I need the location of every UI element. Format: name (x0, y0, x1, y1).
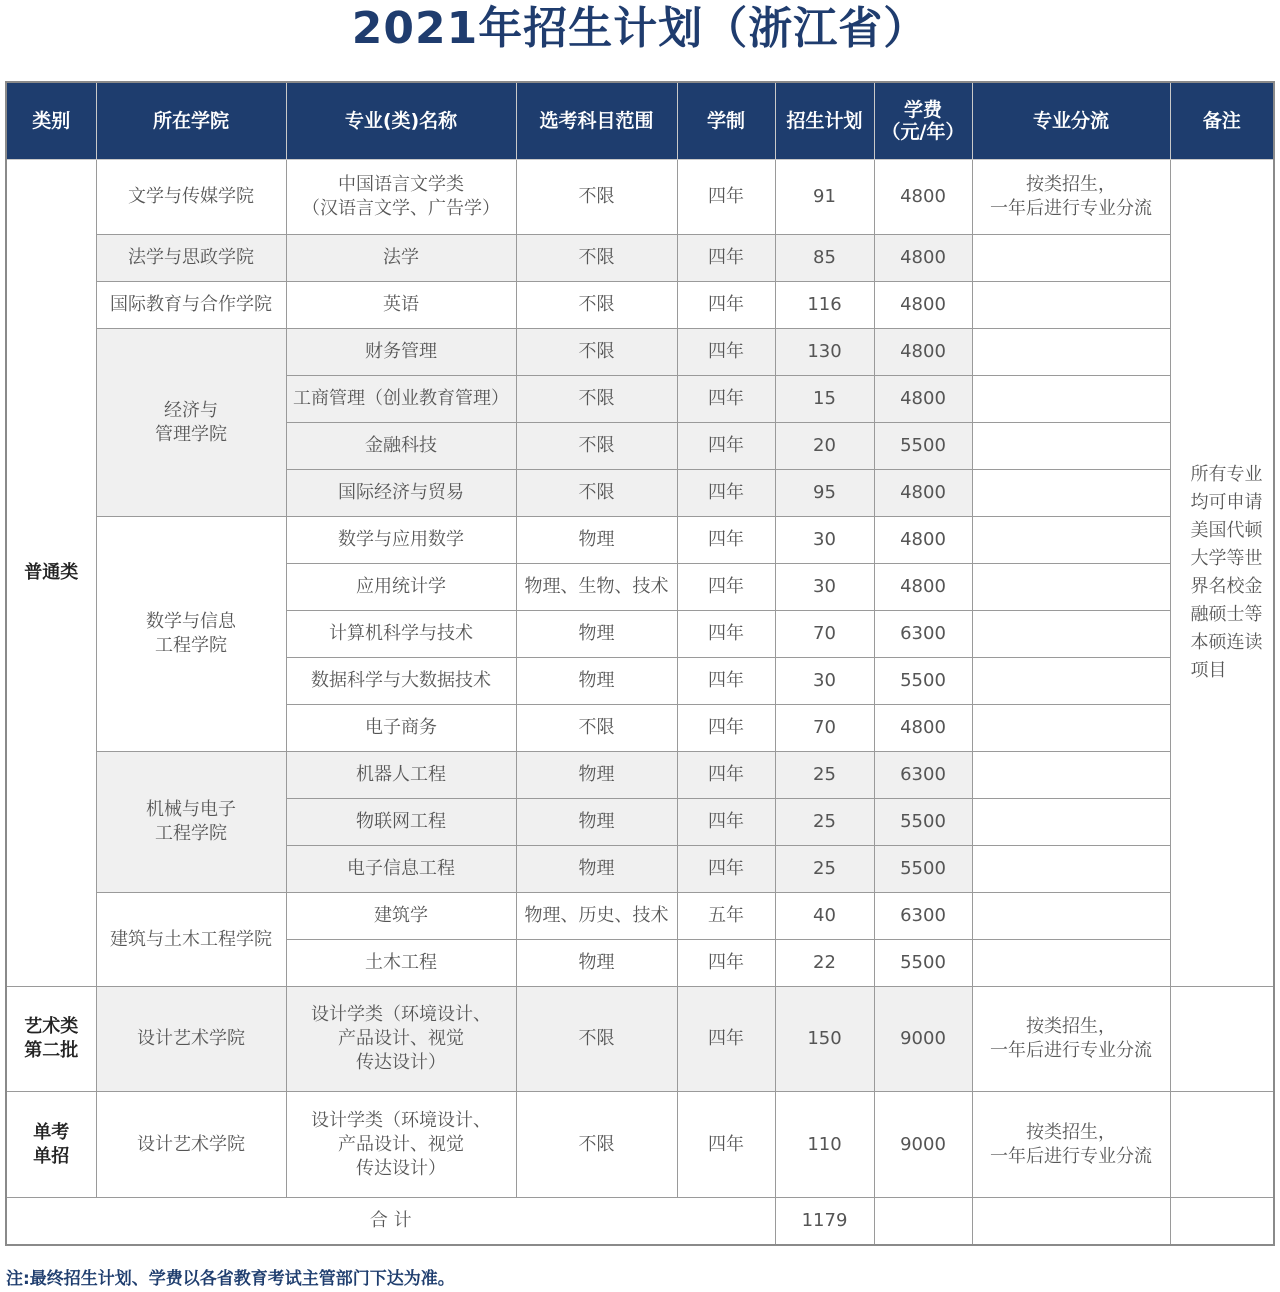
stream-cell (972, 1092, 1170, 1198)
plan-cell: 30 (775, 658, 874, 705)
category-art (6, 987, 96, 1092)
stream-cell (972, 893, 1170, 940)
plan-cell: 70 (775, 705, 874, 752)
plan-cell: 116 (775, 282, 874, 329)
stream-cell (972, 987, 1170, 1092)
header-stream: 专业分流 (972, 82, 1170, 160)
stream-line: 一年后进行专业分流 (990, 1145, 1152, 1167)
stream-cell (972, 423, 1170, 470)
subjects-cell: 不限 (516, 470, 677, 517)
table-row (6, 329, 1274, 376)
plan-cell: 30 (775, 517, 874, 564)
fee-cell: 4800 (874, 517, 972, 564)
header-fee-line2: （元/年） (881, 121, 965, 143)
college-line: 工程学院 (155, 823, 227, 844)
header-category: 类别 (6, 82, 96, 160)
major-cell: 数学与应用数学 (286, 517, 516, 564)
subjects-cell: 不限 (516, 1092, 677, 1198)
stream-line: 按类招生， (1026, 174, 1116, 195)
fee-cell: 5500 (874, 846, 972, 893)
plan-cell: 110 (775, 1092, 874, 1198)
remarks-line: 融硕士等 (1190, 604, 1263, 625)
subjects-cell: 不限 (516, 235, 677, 282)
fee-cell: 4800 (874, 705, 972, 752)
stream-cell (972, 611, 1170, 658)
header-duration: 学制 (677, 82, 775, 160)
college-cell (96, 329, 286, 517)
plan-cell: 25 (775, 752, 874, 799)
fee-cell: 5500 (874, 799, 972, 846)
enrollment-table (5, 81, 1275, 1246)
subjects-cell: 物理 (516, 611, 677, 658)
header-plan: 招生计划 (775, 82, 874, 160)
remarks-line: 界名校金 (1190, 576, 1263, 597)
remarks-line: 大学等世 (1190, 548, 1263, 569)
duration-cell: 四年 (677, 1092, 775, 1198)
major-cell: 电子信息工程 (286, 846, 516, 893)
duration-cell: 四年 (677, 611, 775, 658)
category-line: 艺术类 (24, 1016, 79, 1037)
plan-cell: 20 (775, 423, 874, 470)
major-cell (286, 1092, 516, 1198)
stream-cell (972, 940, 1170, 987)
remarks-line: 所有专业 (1190, 464, 1263, 485)
college-cell: 文学与传媒学院 (96, 160, 286, 235)
subjects-cell: 不限 (516, 987, 677, 1092)
major-line: 设计学类（环境设计、 (311, 1004, 491, 1025)
stream-cell (972, 564, 1170, 611)
stream-line: 一年后进行专业分流 (990, 1040, 1152, 1061)
plan-cell: 95 (775, 470, 874, 517)
category-solo (6, 1092, 96, 1198)
stream-cell (972, 846, 1170, 893)
major-cell: 法学 (286, 235, 516, 282)
stream-cell (972, 517, 1170, 564)
duration-cell: 四年 (677, 846, 775, 893)
stream-cell (972, 752, 1170, 799)
category-general: 普通类 (6, 160, 96, 987)
duration-cell: 四年 (677, 235, 775, 282)
fee-cell: 6300 (874, 752, 972, 799)
category-line: 单考 (33, 1121, 70, 1143)
remarks-line: 均可申请 (1190, 492, 1263, 513)
table-row (6, 235, 1274, 282)
stream-cell (972, 470, 1170, 517)
major-cell: 工商管理（创业教育管理） (286, 376, 516, 423)
subjects-cell: 不限 (516, 160, 677, 235)
plan-cell: 22 (775, 940, 874, 987)
duration-cell: 四年 (677, 987, 775, 1092)
fee-cell: 4800 (874, 235, 972, 282)
fee-cell: 9000 (874, 1092, 972, 1198)
fee-cell: 6300 (874, 611, 972, 658)
table-row (6, 987, 1274, 1092)
subjects-cell: 物理 (516, 799, 677, 846)
fee-cell: 6300 (874, 893, 972, 940)
plan-cell: 25 (775, 799, 874, 846)
fee-cell: 4800 (874, 282, 972, 329)
college-cell: 设计艺术学院 (96, 987, 286, 1092)
table-row (6, 893, 1274, 940)
major-cell: 电子商务 (286, 705, 516, 752)
subjects-cell: 物理 (516, 658, 677, 705)
subjects-cell: 物理 (516, 846, 677, 893)
header-major: 专业(类)名称 (286, 82, 516, 160)
major-cell: 国际经济与贸易 (286, 470, 516, 517)
subjects-cell: 不限 (516, 423, 677, 470)
plan-cell: 150 (775, 987, 874, 1092)
footnote: 注:最终招生计划、学费以各省教育考试主管部门下达为准。 (6, 1269, 455, 1289)
subjects-cell: 物理、历史、技术 (516, 893, 677, 940)
remarks-line: 本硕连读 (1190, 632, 1263, 653)
duration-cell: 四年 (677, 376, 775, 423)
fee-cell: 5500 (874, 940, 972, 987)
major-line: 设计学类（环境设计、 (311, 1109, 491, 1131)
header-college: 所在学院 (96, 82, 286, 160)
table-row (6, 160, 1274, 235)
college-cell: 法学与思政学院 (96, 235, 286, 282)
major-cell: 应用统计学 (286, 564, 516, 611)
fee-cell: 4800 (874, 376, 972, 423)
subjects-cell: 物理 (516, 752, 677, 799)
college-cell: 设计艺术学院 (96, 1092, 286, 1198)
stream-cell (972, 1198, 1170, 1245)
major-cell: 英语 (286, 282, 516, 329)
stream-cell (972, 235, 1170, 282)
plan-cell: 15 (775, 376, 874, 423)
fee-cell: 4800 (874, 160, 972, 235)
plan-cell: 40 (775, 893, 874, 940)
subjects-cell: 不限 (516, 705, 677, 752)
major-line: 传达设计） (356, 1157, 446, 1179)
fee-cell (874, 1198, 972, 1245)
duration-cell: 四年 (677, 658, 775, 705)
duration-cell: 四年 (677, 940, 775, 987)
table-row (6, 517, 1274, 564)
major-line: 产品设计、视觉 (338, 1028, 464, 1049)
fee-cell: 4800 (874, 470, 972, 517)
stream-line: 按类招生， (1026, 1121, 1116, 1143)
duration-cell: 四年 (677, 705, 775, 752)
subjects-cell: 不限 (516, 329, 677, 376)
college-line: 经济与 (164, 399, 218, 421)
plan-cell: 130 (775, 329, 874, 376)
fee-cell: 9000 (874, 987, 972, 1092)
duration-cell: 四年 (677, 329, 775, 376)
table-row (6, 282, 1274, 329)
major-cell: 物联网工程 (286, 799, 516, 846)
plan-cell: 30 (775, 564, 874, 611)
subjects-cell: 物理 (516, 940, 677, 987)
duration-cell: 四年 (677, 564, 775, 611)
duration-cell: 四年 (677, 517, 775, 564)
major-cell (286, 987, 516, 1092)
duration-cell: 四年 (677, 470, 775, 517)
category-line: 第二批 (24, 1040, 79, 1061)
duration-cell: 四年 (677, 282, 775, 329)
stream-line: 按类招生， (1026, 1016, 1116, 1037)
duration-cell: 四年 (677, 752, 775, 799)
college-cell (96, 752, 286, 893)
category-line: 单招 (33, 1145, 70, 1167)
table-row (6, 1092, 1274, 1198)
total-label: 合 计 (6, 1198, 775, 1245)
major-cell: 数据科学与大数据技术 (286, 658, 516, 705)
college-line: 管理学院 (155, 423, 227, 445)
major-line: （汉语言文学、广告学） (302, 198, 500, 219)
subjects-cell: 物理 (516, 517, 677, 564)
major-cell: 土木工程 (286, 940, 516, 987)
major-cell: 金融科技 (286, 423, 516, 470)
fee-cell: 5500 (874, 423, 972, 470)
plan-cell: 70 (775, 611, 874, 658)
remarks-cell (1170, 160, 1274, 987)
stream-cell (972, 658, 1170, 705)
stream-cell (972, 329, 1170, 376)
header-fee-line1: 学费 (903, 99, 942, 121)
remarks-cell (1170, 987, 1274, 1092)
plan-cell: 25 (775, 846, 874, 893)
major-cell: 财务管理 (286, 329, 516, 376)
major-cell: 建筑学 (286, 893, 516, 940)
fee-cell: 4800 (874, 329, 972, 376)
stream-line: 一年后进行专业分流 (990, 198, 1152, 219)
stream-cell (972, 799, 1170, 846)
total-row (6, 1198, 1274, 1245)
major-line: 中国语言文学类 (338, 174, 464, 195)
subjects-cell: 不限 (516, 376, 677, 423)
remarks-cell (1170, 1198, 1274, 1245)
duration-cell: 五年 (677, 893, 775, 940)
header-row (6, 82, 1274, 160)
major-line: 传达设计） (356, 1052, 446, 1073)
college-cell: 建筑与土木工程学院 (96, 893, 286, 987)
stream-cell (972, 376, 1170, 423)
header-subjects: 选考科目范围 (516, 82, 677, 160)
header-fee (874, 82, 972, 160)
remarks-line: 项目 (1190, 660, 1227, 681)
subjects-cell: 物理、生物、技术 (516, 564, 677, 611)
stream-cell (972, 705, 1170, 752)
college-line: 工程学院 (155, 635, 227, 656)
fee-cell: 5500 (874, 658, 972, 705)
duration-cell: 四年 (677, 160, 775, 235)
college-cell: 国际教育与合作学院 (96, 282, 286, 329)
college-cell (96, 517, 286, 752)
remarks-line: 美国代顿 (1190, 520, 1263, 541)
duration-cell: 四年 (677, 799, 775, 846)
header-remarks: 备注 (1170, 82, 1274, 160)
duration-cell: 四年 (677, 423, 775, 470)
major-cell: 机器人工程 (286, 752, 516, 799)
plan-cell: 91 (775, 160, 874, 235)
stream-cell (972, 160, 1170, 235)
major-cell (286, 160, 516, 235)
major-cell: 计算机科学与技术 (286, 611, 516, 658)
subjects-cell: 不限 (516, 282, 677, 329)
page-title: 2021年招生计划（浙江省） (351, 3, 929, 54)
total-value: 1179 (775, 1198, 874, 1245)
college-line: 机械与电子 (146, 799, 236, 820)
plan-cell: 85 (775, 235, 874, 282)
college-line: 数学与信息 (146, 611, 236, 632)
table-row (6, 752, 1274, 799)
stream-cell (972, 282, 1170, 329)
remarks-cell (1170, 1092, 1274, 1198)
major-line: 产品设计、视觉 (338, 1133, 464, 1155)
fee-cell: 4800 (874, 564, 972, 611)
